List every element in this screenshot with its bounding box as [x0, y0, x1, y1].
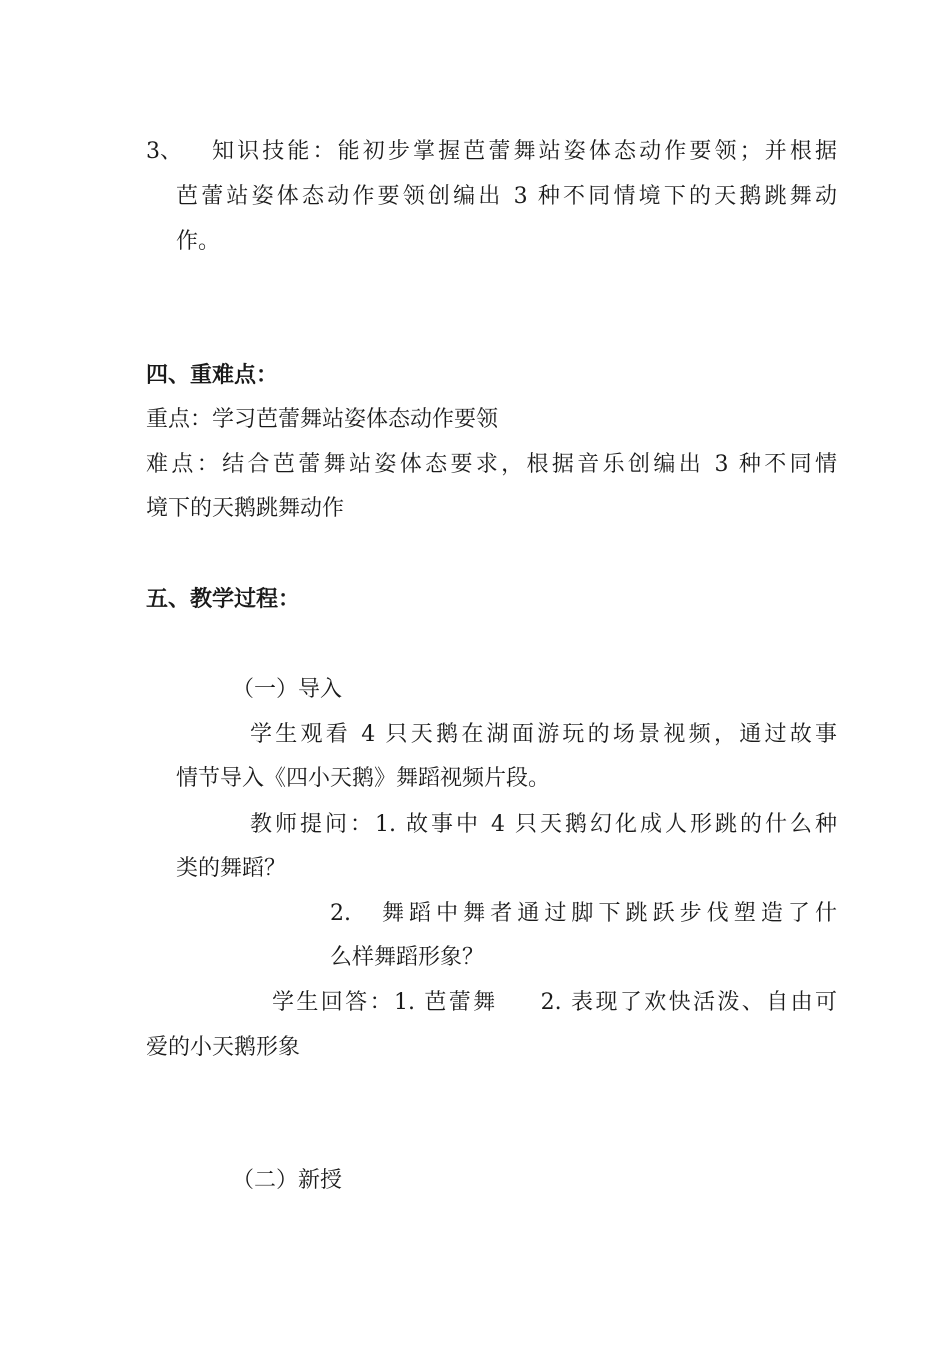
student-answer-line1: 学生回答：1. 芭蕾舞 2. 表现了欢快活泼、自由可	[272, 990, 837, 1015]
item3-line3: 作。	[176, 229, 221, 254]
difficulty-line1: 难点：结合芭蕾舞站姿体态要求，根据音乐创编出 3 种不同情	[146, 452, 837, 477]
item3-line2: 芭蕾站姿体态动作要领创编出 3 种不同情境下的天鹅跳舞动	[176, 184, 837, 209]
question2-line1: 舞蹈中舞者通过脚下跳跃步伐塑造了什	[382, 901, 837, 926]
teacher-question-line2: 类的舞蹈？	[176, 856, 287, 881]
part1-para1-line1: 学生观看 4 只天鹅在湖面游玩的场景视频，通过故事	[250, 722, 837, 747]
item3-label: 3、	[146, 139, 182, 164]
part1-para1-line2: 情节导入《四小天鹅》舞蹈视频片段。	[176, 766, 551, 791]
question2-number: 2.	[330, 901, 351, 926]
teacher-question-line1: 教师提问：1. 故事中 4 只天鹅幻化成人形跳的什么种	[250, 812, 837, 837]
section4-title: 四、重难点：	[146, 363, 279, 388]
student-answer-line2: 爱的小天鹅形象	[146, 1035, 301, 1060]
key-point: 重点：学习芭蕾舞站姿体态动作要领	[146, 407, 499, 432]
question2-line2: 么样舞蹈形象？	[330, 945, 485, 970]
difficulty-line2: 境下的天鹅跳舞动作	[146, 496, 345, 521]
part1-title: （一）导入	[232, 677, 343, 702]
section5-title: 五、教学过程：	[146, 587, 301, 612]
item3-line1: 知识技能：能初步掌握芭蕾舞站姿体态动作要领；并根据	[212, 139, 837, 164]
part2-title: （二）新授	[232, 1168, 343, 1193]
